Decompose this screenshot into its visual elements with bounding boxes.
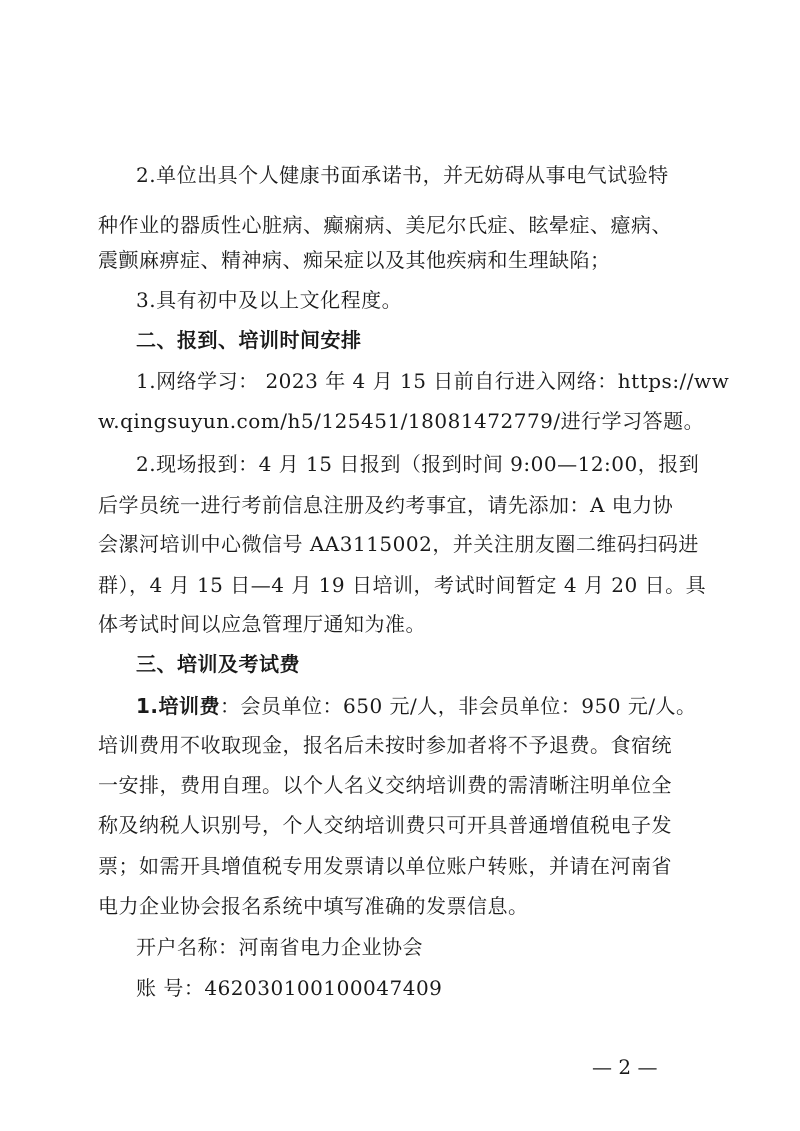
text-line: 群），4 月 15 日—4 月 19 日培训，考试时间暂定 4 月 20 日。具 bbox=[98, 573, 707, 597]
fee-detail: ：会员单位：650 元/人，非会员单位：950 元/人。 bbox=[220, 694, 697, 718]
text-line bbox=[136, 693, 736, 719]
fee-label: 1.培训费 bbox=[136, 694, 221, 718]
text-line: 1.网络学习： 2023 年 4 月 15 日前自行进入网络：https://ww bbox=[136, 369, 730, 393]
text-line: 2.单位出具个人健康书面承诺书，并无妨碍从事电气试验特 bbox=[136, 163, 669, 187]
text-line: 震颤麻痹症、精神病、痴呆症以及其他疾病和生理缺陷； bbox=[98, 248, 611, 272]
text-line: 一安排，费用自理。以个人名义交纳培训费的需清晰注明单位全 bbox=[98, 773, 672, 797]
text-line: 培训费用不收取现金，报名后未按时参加者将不予退费。食宿统 bbox=[98, 733, 672, 757]
text-line: 会漯河培训中心微信号 AA3115002，并关注朋友圈二维码扫码进 bbox=[98, 532, 699, 556]
account-number: 账 号：462030100100047409 bbox=[136, 976, 443, 1000]
text-line: 体考试时间以应急管理厅通知为准。 bbox=[98, 612, 426, 636]
section-heading: 三、培训及考试费 bbox=[136, 652, 300, 676]
text-line: 后学员统一进行考前信息注册及约考事宜，请先添加：A 电力协 bbox=[98, 493, 674, 517]
text-line: 电力企业协会报名系统中填写准确的发票信息。 bbox=[98, 894, 529, 918]
text-line: 称及纳税人识别号，个人交纳培训费只可开具普通增值税电子发 bbox=[98, 813, 672, 837]
text-line: w.qingsuyun.com/h5/125451/18081472779/进行学习答题。 bbox=[98, 409, 705, 433]
text-line: 种作业的器质性心脏病、癫痫病、美尼尔氏症、眩晕症、癔病、 bbox=[98, 213, 672, 237]
account-name: 开户名称：河南省电力企业协会 bbox=[136, 935, 423, 959]
text-line: 票；如需开具增值税专用发票请以单位账户转账，并请在河南省 bbox=[98, 854, 672, 878]
text-line: 2.现场报到：4 月 15 日报到（报到时间 9:00—12:00，报到 bbox=[136, 452, 700, 476]
text-line: 3.具有初中及以上文化程度。 bbox=[136, 288, 403, 312]
page-number: — 2 — bbox=[592, 1055, 658, 1079]
section-heading: 二、报到、培训时间安排 bbox=[136, 328, 362, 352]
